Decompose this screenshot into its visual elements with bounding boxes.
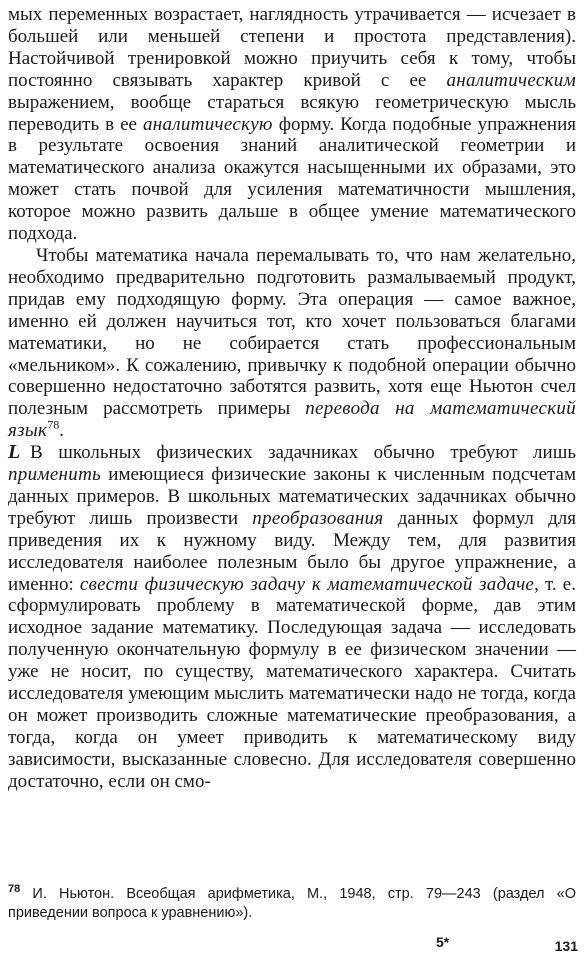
page-body xyxy=(8,4,576,793)
paragraph-2-text-b: . xyxy=(59,420,64,442)
emphasis-reduce-task: свести физическую задачу к математической задаче xyxy=(79,573,535,595)
footnote-mark: 78 xyxy=(8,883,21,896)
paragraph-2 xyxy=(8,245,576,442)
paragraph-3-text-b: имеющиеся физические законы к численным подсчетам данных примеров. В школьных математических задачниках обычно требуют лишь произвести xyxy=(8,464,576,529)
paragraph-1 xyxy=(8,4,576,245)
footnote-reference[interactable]: 78 xyxy=(47,417,60,432)
paragraph-3-text-c: данных формул для приведения их к нужному виду. Между тем, для развития исследователя наиболее полезным было бы другое упражнение, а именно: xyxy=(8,507,576,595)
paragraph-3-text-a: В школьных физических задачниках обычно требуют лишь xyxy=(30,442,576,464)
emphasis-analytical: аналитическим xyxy=(446,69,576,91)
emphasis-analytical-form: аналитическую xyxy=(142,113,273,135)
paragraph-1-text-b: выражением, вообще стараться всякую геометрическую мысль переводить в ее xyxy=(8,91,576,135)
paragraph-1-text-c: форму. Когда подобные упражнения в результате освоения знаний аналитической геометрии и математического анализа окажутся насыщенными их образами, это может стать почвой для усиления математичности мышления, которое можно развить дальше в общее умение математического подхода. xyxy=(8,113,576,245)
emphasis-translation: перевода на математический язык xyxy=(8,398,576,442)
emphasis-transformations: преобразования xyxy=(252,507,384,529)
paragraph-1-text-a: мых переменных возрастает, наглядность утрачивается — исчезает в большей или меньшей степени и простота представления). Настойчивой тренировкой можно приучить себя к тому, чтобы постоянно связывать характер кривой с ее xyxy=(8,4,576,91)
emphasis-apply: применить xyxy=(8,464,102,486)
paragraph-3-text-d: , т. е. сформулировать проблему в математической форме, дав этим исходное задание математику. Последующая задача — исследовать полученную окончательную формулу в ее физическом значении — уже не носит, по существу, математического характера. Считать исследователя умеющим мыслить математически надо не тогда, когда он может производить сложные математические преобразования, а тогда, когда он умеет приводить к математическому виду зависимости, высказанные словесно. Для исследователя совершенно достаточно, если он смо- xyxy=(8,573,576,792)
page-number: 131 xyxy=(554,938,578,954)
footnote-text: И. Ньютон. Всеобщая арифметика, М., 1948, стр. 79—243 (раздел «О приведении вопроса к уравнению»). xyxy=(8,886,576,921)
footnote xyxy=(8,885,576,923)
paragraph-3 xyxy=(8,442,576,793)
paragraph-2-text-a: Чтобы математика начала перемалывать то, что нам желательно, необходимо предварительно подготовить размалываемый продукт, придав ему подходящую форму. Эта операция — самое важное, именно ей должен научиться тот, кто хочет пользоваться благами математики, но не собирается стать профессиональным «мельником». К сожалению, привычку к подобной операции обычно совершенно недостаточно заботятся развить, хотя еще Ньютон счел полезным рассмотреть примеры xyxy=(8,244,576,420)
printer-signature: 5* xyxy=(436,934,450,950)
margin-pencil-mark: L xyxy=(8,441,21,464)
